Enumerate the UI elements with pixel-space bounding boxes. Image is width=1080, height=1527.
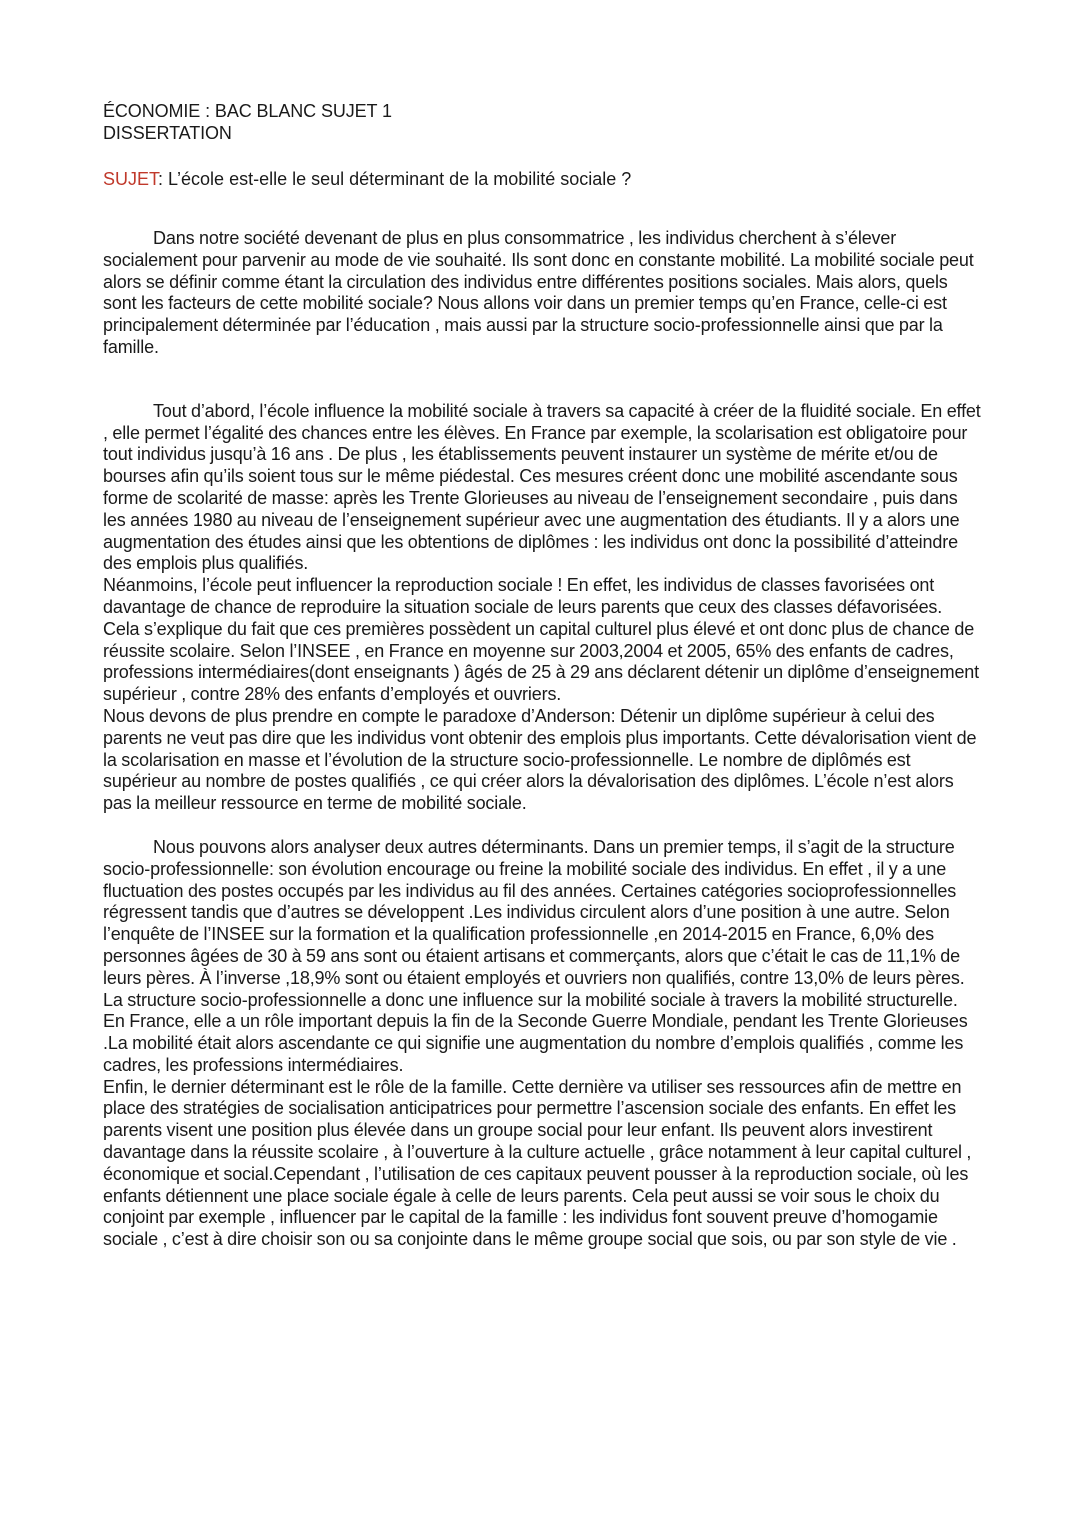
- document-page: [103, 100, 983, 1251]
- body-paragraph: Nous devons de plus prendre en compte le paradoxe d’Anderson: Détenir un diplôme supérieur à celui des parents ne veut pas dire que les individus vont obtenir des emplois plus importants. Cette dévalorisation vient de la scolarisation en masse et l’évolution de la structure socio-professionnelle. Le nombre de diplômés est supérieur au nombre de postes qualifiés , ce qui créer alors la dévalorisation des diplômes. L’école n’est alors pas la meilleur ressource en terme de mobilité sociale.: [103, 705, 977, 814]
- document-type: DISSERTATION: [103, 123, 232, 143]
- subject-label: SUJET: [103, 169, 159, 189]
- introduction-paragraph: Dans notre société devenant de plus en plus consommatrice , les individus cherchent à s’élever socialement pour parvenir au mode de vie souhaité. Ils sont donc en constante mobilité. La mobilité sociale peut alors se définir comme étant la circulation des individus entre différentes positions sociales. Mais alors, quels sont les facteurs de cette mobilité sociale? Nous allons voir dans un premier temps qu’en France, celle-ci est principalement déterminée par l’éducation , mais aussi par la structure socio-professionnelle ainsi que par la famille.: [103, 228, 974, 357]
- document-heading: ÉCONOMIE : BAC BLANC SUJET 1: [103, 101, 392, 121]
- subject-question: : L’école est-elle le seul déterminant de la mobilité sociale ?: [158, 169, 632, 189]
- body-paragraph: Néanmoins, l’école peut influencer la reproduction sociale ! En effet, les individus de classes favorisées ont davantage de chance de reproduire la situation sociale de leurs parents que ceux des classes défavorisées. Cela s’explique du fait que ces premières possèdent un capital culturel plus élevé et ont donc plus de chance de réussite scolaire. Selon l’INSEE , en France en moyenne sur 2003,2004 et 2005, 65% des enfants de cadres, professions intermédiaires(dont enseignants ) âgés de 25 à 29 ans déclarent détenir un diplôme d’enseignement supérieur , contre 28% des enfants d’employés et ouvriers.: [103, 575, 980, 705]
- body-paragraph: Nous pouvons alors analyser deux autres déterminants. Dans un premier temps, il s’agit de la structure socio-professionnelle: son évolution encourage ou freine la mobilité sociale des individus. En effet , il y a une fluctuation des postes occupés par les individus au fil des années. Certaines catégories socioprofessionnelles régressent tandis que d’autres se développent .Les individus circulent alors d’une position à une autre. Selon l’enquête de l’INSEE sur la formation et la qualification professionnelle ,en 2014-2015 en France, 6,0% des personnes âgées de 30 à 59 ans sont ou étaient artisans et commerçants, alors que c’était le cas de 11,1% de leurs pères. À l’inverse ,18,9% sont ou étaient employés et ouvriers non qualifiés, contre 13,0% de leurs pères. La structure socio-professionnelle a donc une influence sur la mobilité sociale à travers la mobilité structurelle. En France, elle a un rôle important depuis la fin de la Seconde Guerre Mondiale, pendant les Trente Glorieuses .La mobilité était alors ascendante ce qui signifie une augmentation du nombre d’emplois qualifiés , comme les cadres, les professions intermédiaires.: [103, 836, 968, 1075]
- body-paragraph: Enfin, le dernier déterminant est le rôle de la famille. Cette dernière va utiliser ses ressources afin de mettre en place des stratégies de socialisation anticipatrices pour permettre l’ascension sociale des enfants. En effet les parents visent une position plus élevée dans un groupe social pour leur enfant. Ils peuvent alors investirent davantage dans la réussite scolaire , à l’ouverture à la culture actuelle , grâce notamment à leur capital culturel , économique et social.Cependant , l’utilisation de ces capitaux peuvent pousser à la reproduction sociale, où les enfants détiennent une place sociale égale à celle de leurs parents. Cela peut aussi se voir sous le choix du conjoint par exemple , influencer par le capital de la famille : les individus font souvent preuve d’homogamie sociale , c’est à dire choisir son ou sa conjointe dans le même groupe social que sois, ou par son style de vie .: [103, 1076, 972, 1250]
- body-paragraph: Tout d’abord, l’école influence la mobilité sociale à travers sa capacité à créer de la fluidité sociale. En effet , elle permet l’égalité des chances entre les élèves. En France par exemple, la scolarisation est obligatoire pour tout individus jusqu’à 16 ans . De plus , les établissements peuvent instaurer un système de mérite et/ou de bourses afin qu’ils soient tous sur le même piédestal. Ces mesures créent donc une mobilité ascendante sous forme de scolarité de masse: après les Trente Glorieuses au niveau de l’enseignement secondaire , puis dans les années 1980 au niveau de l’enseignement supérieur avec une augmentation des étudiants. Il y a alors une augmentation des études ainsi que les obtentions de diplômes : les individus ont donc la possibilité d’atteindre des emplois plus qualifiés.: [103, 400, 981, 574]
- essay-body: [103, 228, 983, 1251]
- subject-line: [103, 168, 983, 190]
